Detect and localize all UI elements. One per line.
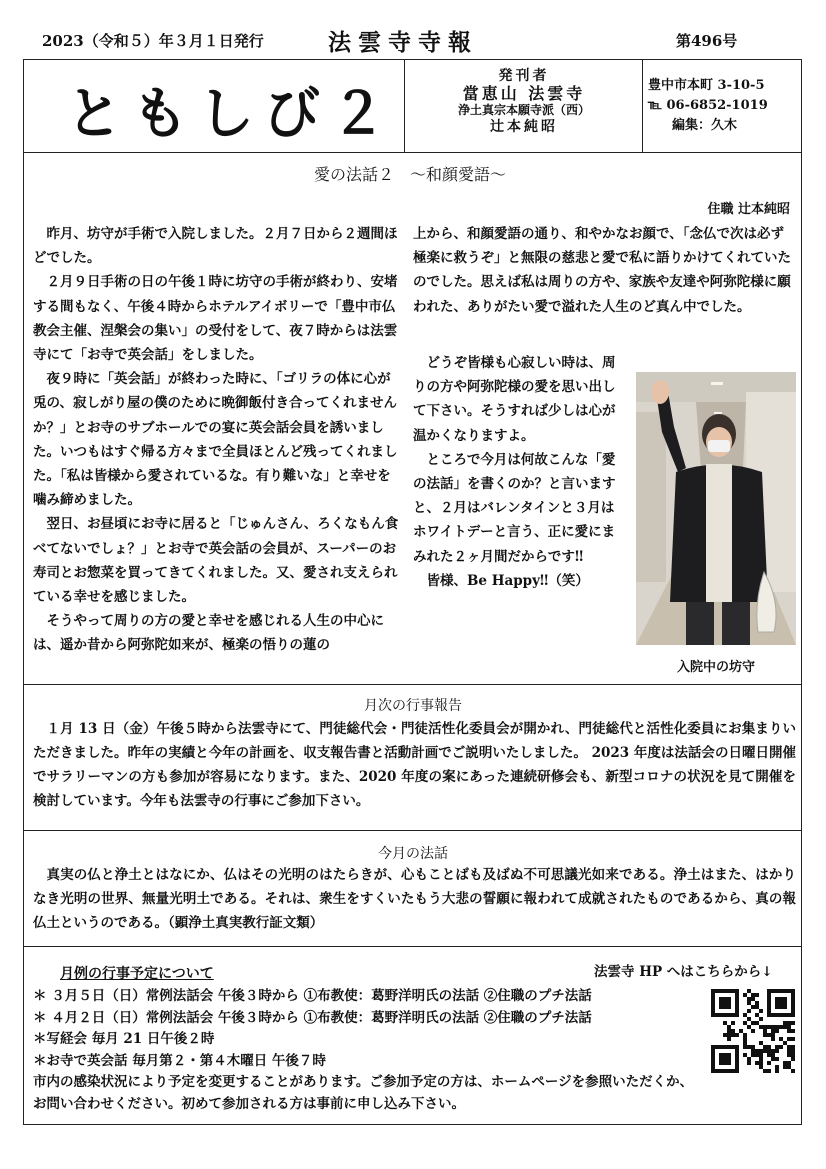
telephone: ℡ 06-6852-1019 — [648, 98, 768, 113]
article-column-right-top — [413, 222, 796, 319]
publisher-person: 辻本純昭 — [490, 119, 558, 135]
divider-report — [23, 830, 802, 831]
divider-publisher — [642, 60, 643, 152]
logo-tomoshibi: ともしび２ — [66, 82, 396, 147]
article-paragraph-continued: 上から、和顔愛語の通り、和やかなお顔で、「念仏で次は必ず極楽に救うぞ」と無限の慈悲と愛で私に語りかけてくれていたのでした。思えば私は周りの方や、家族や友達や阿弥陀様に願われた、ありがたい愛で溢れた人生のど真ん中でした。 — [413, 226, 791, 315]
monthly-sermon-body: 真実の仏と浄土とはなにか、仏はその光明のはたらきが、心もことばも及ばぬ不可思議光如来である。浄土はまた、はかりなき光明の世界、無量光明土である。それは、衆生をすくいたもう大悲の誓願に報われて成就されたものであるから、真の報仏土というのである。（顕浄土真実教行証文類） — [33, 867, 796, 931]
article-column-right — [413, 351, 626, 593]
schedule-notice: 市内の感染状況により予定を変更することがあります。ご参加予定の方は、ホームページを参照いただくか、お問い合わせください。初めて参加される方は事前に申し込み下さい。 — [33, 1074, 694, 1112]
schedule-item: ＊写経会 毎月 21 日午後２時 — [33, 1031, 215, 1047]
divider-sermon — [23, 946, 802, 947]
photo-hospital-corridor — [636, 372, 796, 645]
editor: 編集：久木 — [672, 118, 738, 133]
events-report-title: 月次の行事報告 — [364, 698, 462, 714]
divider-article — [23, 684, 802, 685]
issue-date: 2023（令和５）年３月１日発行 — [42, 32, 264, 50]
schedule-title: 月例の行事予定について — [60, 966, 214, 982]
photo-caption: 入院中の坊守 — [676, 660, 755, 675]
article-title: 愛の法話２ ～和顔愛語～ — [313, 165, 506, 184]
article-paragraph: そうやって周りの方の愛と幸せを感じれる人生の中心には、遥か昔から阿弥陀如来が、極楽の悟りの蓮の — [33, 613, 384, 654]
publisher-label: 発刊者 — [498, 68, 550, 84]
article-paragraph: ２月９日手術の日の午後１時に坊守の手術が終わり、安堵する間もなく、午後４時からホテルアイボリーで「豊中市仏教会主催、涅槃会の集い」の受付をして、夜７時からは法雲寺にて「お寺で英会話」をしました。 — [33, 274, 398, 364]
monthly-sermon-title: 今月の法話 — [378, 846, 448, 862]
schedule-item: ＊お寺で英会話 毎月第２・第４木曜日 午後７時 — [33, 1052, 326, 1069]
issue-number: 第496号 — [676, 32, 738, 50]
article-paragraph: 翌日、お昼頃にお寺に居ると「じゅんさん、ろくなもん食べてないでしょ？」とお寺で英会話の会員が、スーパーのお寿司とお惣菜を買ってきてくれました。又、愛され支えられている幸せを感じました。 — [33, 516, 399, 606]
article-paragraph: ところで今月は何故こんな「愛の法話」を書くのか？と言いますと、２月はバレンタインと３月はホワイトデーと言う、正に愛にまみれた２ヶ月間だからです‼ — [413, 451, 616, 565]
article-paragraph: 皆様、Be Happy‼（笑） — [426, 572, 589, 589]
article-author: 住職 辻本純昭 — [707, 202, 790, 217]
divider-logo — [404, 60, 405, 152]
contact-block — [648, 76, 798, 136]
article-paragraph: どうぞ皆様も心寂しい時は、周りの方や阿弥陀様の愛を思い出して下さい。そうすれば少しは心が温かくなりますよ。 — [413, 355, 616, 444]
events-report-body: １月 13 日（金）午後５時から法雲寺にて、門徒総代会・門徒活性化委員会が開かれ、門徒総代と活性化委員にお集まりいただきました。昨年の実績と今年の計画を、収支報告書と活動計画でご説明いたしました。 2023 年度は法話会の日曜日開催でサラリーマンの方も参加が容易になります。また、2020 年度の案にあった連続研修会も、新型コロナの状況を見て開催を検討しています。今年も法雲寺の行事にご参加下さい。 — [33, 721, 796, 809]
newsletter-name: 法雲寺寺報 — [328, 29, 478, 56]
publisher-block — [410, 68, 638, 136]
schedule-item: ＊ ３月５日（日）常例法話会 午後３時から ①布教使：葛野洋明氏の法話 ②住職のプチ法話 — [33, 988, 592, 1004]
article-column-left — [33, 222, 403, 658]
divider-header — [23, 152, 802, 153]
homepage-note: 法雲寺 HP へはこちらから↓ — [594, 964, 773, 980]
temple-name: 當恵山 法雲寺 — [462, 84, 586, 103]
schedule-item: ＊ ４月２日（日）常例法話会 午後３時から ①布教使：葛野洋明氏の法話 ②住職のプチ法話 — [33, 1009, 592, 1026]
sect-name: 浄土真宗本願寺派（西） — [457, 103, 590, 117]
address: 豊中市本町 3-10-5 — [648, 78, 765, 93]
article-paragraph: 夜９時に「英会話」が終わった時に、「ゴリラの体に心が兎の、寂しがり屋の僕のために晩御飯付き合ってくれませんか？」とお寺のサブホールでの宴に英会話会員を誘いました。いつもはすぐ帰る方々まで全員ほとんど残ってくれました。「私は皆様から愛されているな。有り難いな」と幸せを噛み締めました。 — [33, 371, 398, 509]
article-paragraph: 昨月、坊守が手術で入院しました。２月７日から２週間ほどでした。 — [33, 226, 398, 267]
qr-code-icon[interactable] — [711, 989, 795, 1073]
schedule-list — [33, 986, 703, 1115]
